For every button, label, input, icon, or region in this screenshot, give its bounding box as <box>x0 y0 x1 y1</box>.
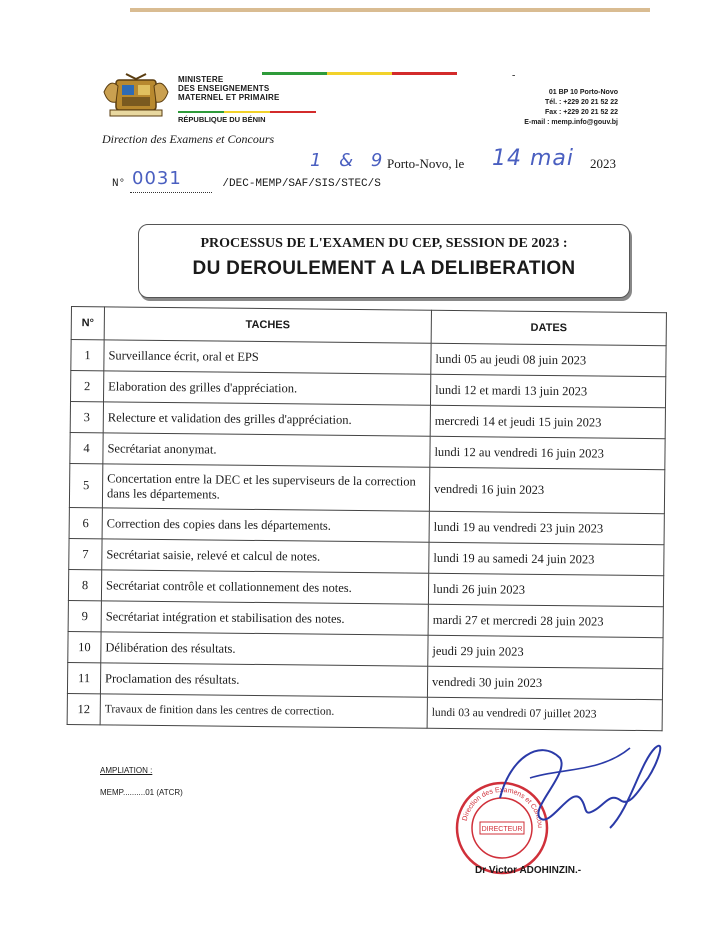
header-task: TACHES <box>104 307 431 343</box>
row-dates: mercredi 14 et jeudi 15 juin 2023 <box>430 405 665 438</box>
direction-label: Direction des Examens et Concours <box>102 132 275 146</box>
row-dates: lundi 26 juin 2023 <box>428 573 663 606</box>
contact-line: Fax : +229 20 21 52 22 <box>545 109 618 116</box>
subflag-red <box>270 111 316 113</box>
subflag-green <box>178 111 224 113</box>
ref-suffix: /DEC-MEMP/SAF/SIS/STEC/S <box>222 178 381 190</box>
row-dates: mardi 27 et mercredi 28 juin 2023 <box>428 604 663 637</box>
row-task: Relecture et validation des grilles d'appréciation. <box>103 402 430 436</box>
row-task: Concertation entre la DEC et les superviseurs de la correction dans les départements. <box>102 464 429 511</box>
row-dates: lundi 12 au vendredi 16 juin 2023 <box>430 436 665 469</box>
row-num: 3 <box>70 402 103 433</box>
year-label: 2023 <box>590 156 616 171</box>
row-task: Proclamation des résultats. <box>100 663 427 697</box>
table-row <box>69 463 664 513</box>
signer-name: Dr Victor ADOHINZIN.- <box>475 865 582 876</box>
row-dates: lundi 19 au vendredi 23 juin 2023 <box>429 511 664 544</box>
row-num: 4 <box>70 432 103 463</box>
flag-stripe <box>262 72 457 75</box>
row-task: Secrétariat anonymat. <box>103 433 430 467</box>
row-num: 2 <box>70 371 103 402</box>
row-dates: vendredi 16 juin 2023 <box>429 467 664 513</box>
row-task: Secrétariat contrôle et collationnement des notes. <box>101 570 428 604</box>
contact-line: 01 BP 10 Porto-Novo <box>548 89 618 96</box>
place-label: Porto-Novo, le <box>387 156 465 171</box>
ministry-name <box>178 75 279 102</box>
handwritten-ref-number: 0031 <box>132 168 182 189</box>
memp-label: MEMP..........01 (ATCR) <box>100 788 183 797</box>
republic-label: RÉPUBLIQUE DU BÉNIN <box>178 115 266 124</box>
row-task: Correction des copies dans les départements. <box>102 508 429 542</box>
row-num: 12 <box>67 693 100 724</box>
row-num: 5 <box>69 463 102 507</box>
row-task: Surveillance écrit, oral et EPS <box>104 340 431 374</box>
header-dates: DATES <box>431 310 666 345</box>
row-dates: vendredi 30 juin 2023 <box>427 666 662 699</box>
row-num: 1 <box>71 340 104 371</box>
scan-edge-bar <box>130 8 650 12</box>
row-num: 7 <box>69 538 102 569</box>
contact-line: Tél. : +229 20 21 52 22 <box>545 99 618 106</box>
signature-icon <box>470 718 670 848</box>
ref-prefix: N° <box>112 178 126 190</box>
row-num: 10 <box>68 631 101 662</box>
title-line-1: PROCESSUS DE L'EXAMEN DU CEP, SESSION DE 2023 : <box>200 236 568 251</box>
flag-red <box>392 72 457 75</box>
svg-text:Direction des Examens et Conco: Direction des Examens et Concou <box>461 786 544 829</box>
handwritten-mark: 1 & 9 <box>310 150 389 171</box>
tasks-table <box>67 306 667 731</box>
row-task: Secrétariat intégration et stabilisation des notes. <box>101 601 428 635</box>
ampliation-label: AMPLIATION : <box>100 766 153 775</box>
ref-dotted-line <box>130 192 212 193</box>
row-dates: lundi 03 au vendredi 07 juillet 2023 <box>427 697 662 730</box>
row-dates: lundi 19 au samedi 24 juin 2023 <box>429 542 664 575</box>
flag-yellow <box>327 72 392 75</box>
row-task: Travaux de finition dans les centres de correction. <box>100 694 427 728</box>
row-num: 11 <box>67 662 100 693</box>
row-task: Secrétariat saisie, relevé et calcul de notes. <box>102 539 429 573</box>
row-dates: lundi 12 et mardi 13 juin 2023 <box>430 374 665 407</box>
title-box <box>138 224 630 298</box>
header-num: N° <box>71 307 104 340</box>
contact-line: E-mail : memp.info@gouv.bj <box>524 119 618 126</box>
ministry-line: DES ENSEIGNEMENTS <box>178 84 270 93</box>
ministry-line: MINISTERE <box>178 75 224 84</box>
row-dates: jeudi 29 juin 2023 <box>428 635 663 668</box>
row-task: Elaboration des grilles d'appréciation. <box>103 371 430 405</box>
row-num: 9 <box>68 600 101 631</box>
sub-flag-stripe <box>178 111 316 113</box>
row-num: 8 <box>68 569 101 600</box>
header-dash: - <box>512 70 516 81</box>
svg-text:DIRECTEUR: DIRECTEUR <box>481 826 523 833</box>
row-num: 6 <box>69 507 102 538</box>
subflag-yellow <box>224 111 270 113</box>
handwritten-date: 14 mai <box>492 146 575 171</box>
row-task: Délibération des résultats. <box>101 632 428 666</box>
coat-of-arms-icon <box>102 72 170 118</box>
ministry-line: MATERNEL ET PRIMAIRE <box>178 93 280 102</box>
contact-block <box>524 88 618 128</box>
title-line-2: DU DEROULEMENT A LA DELIBERATION <box>192 258 576 279</box>
row-dates: lundi 05 au jeudi 08 juin 2023 <box>431 343 666 376</box>
